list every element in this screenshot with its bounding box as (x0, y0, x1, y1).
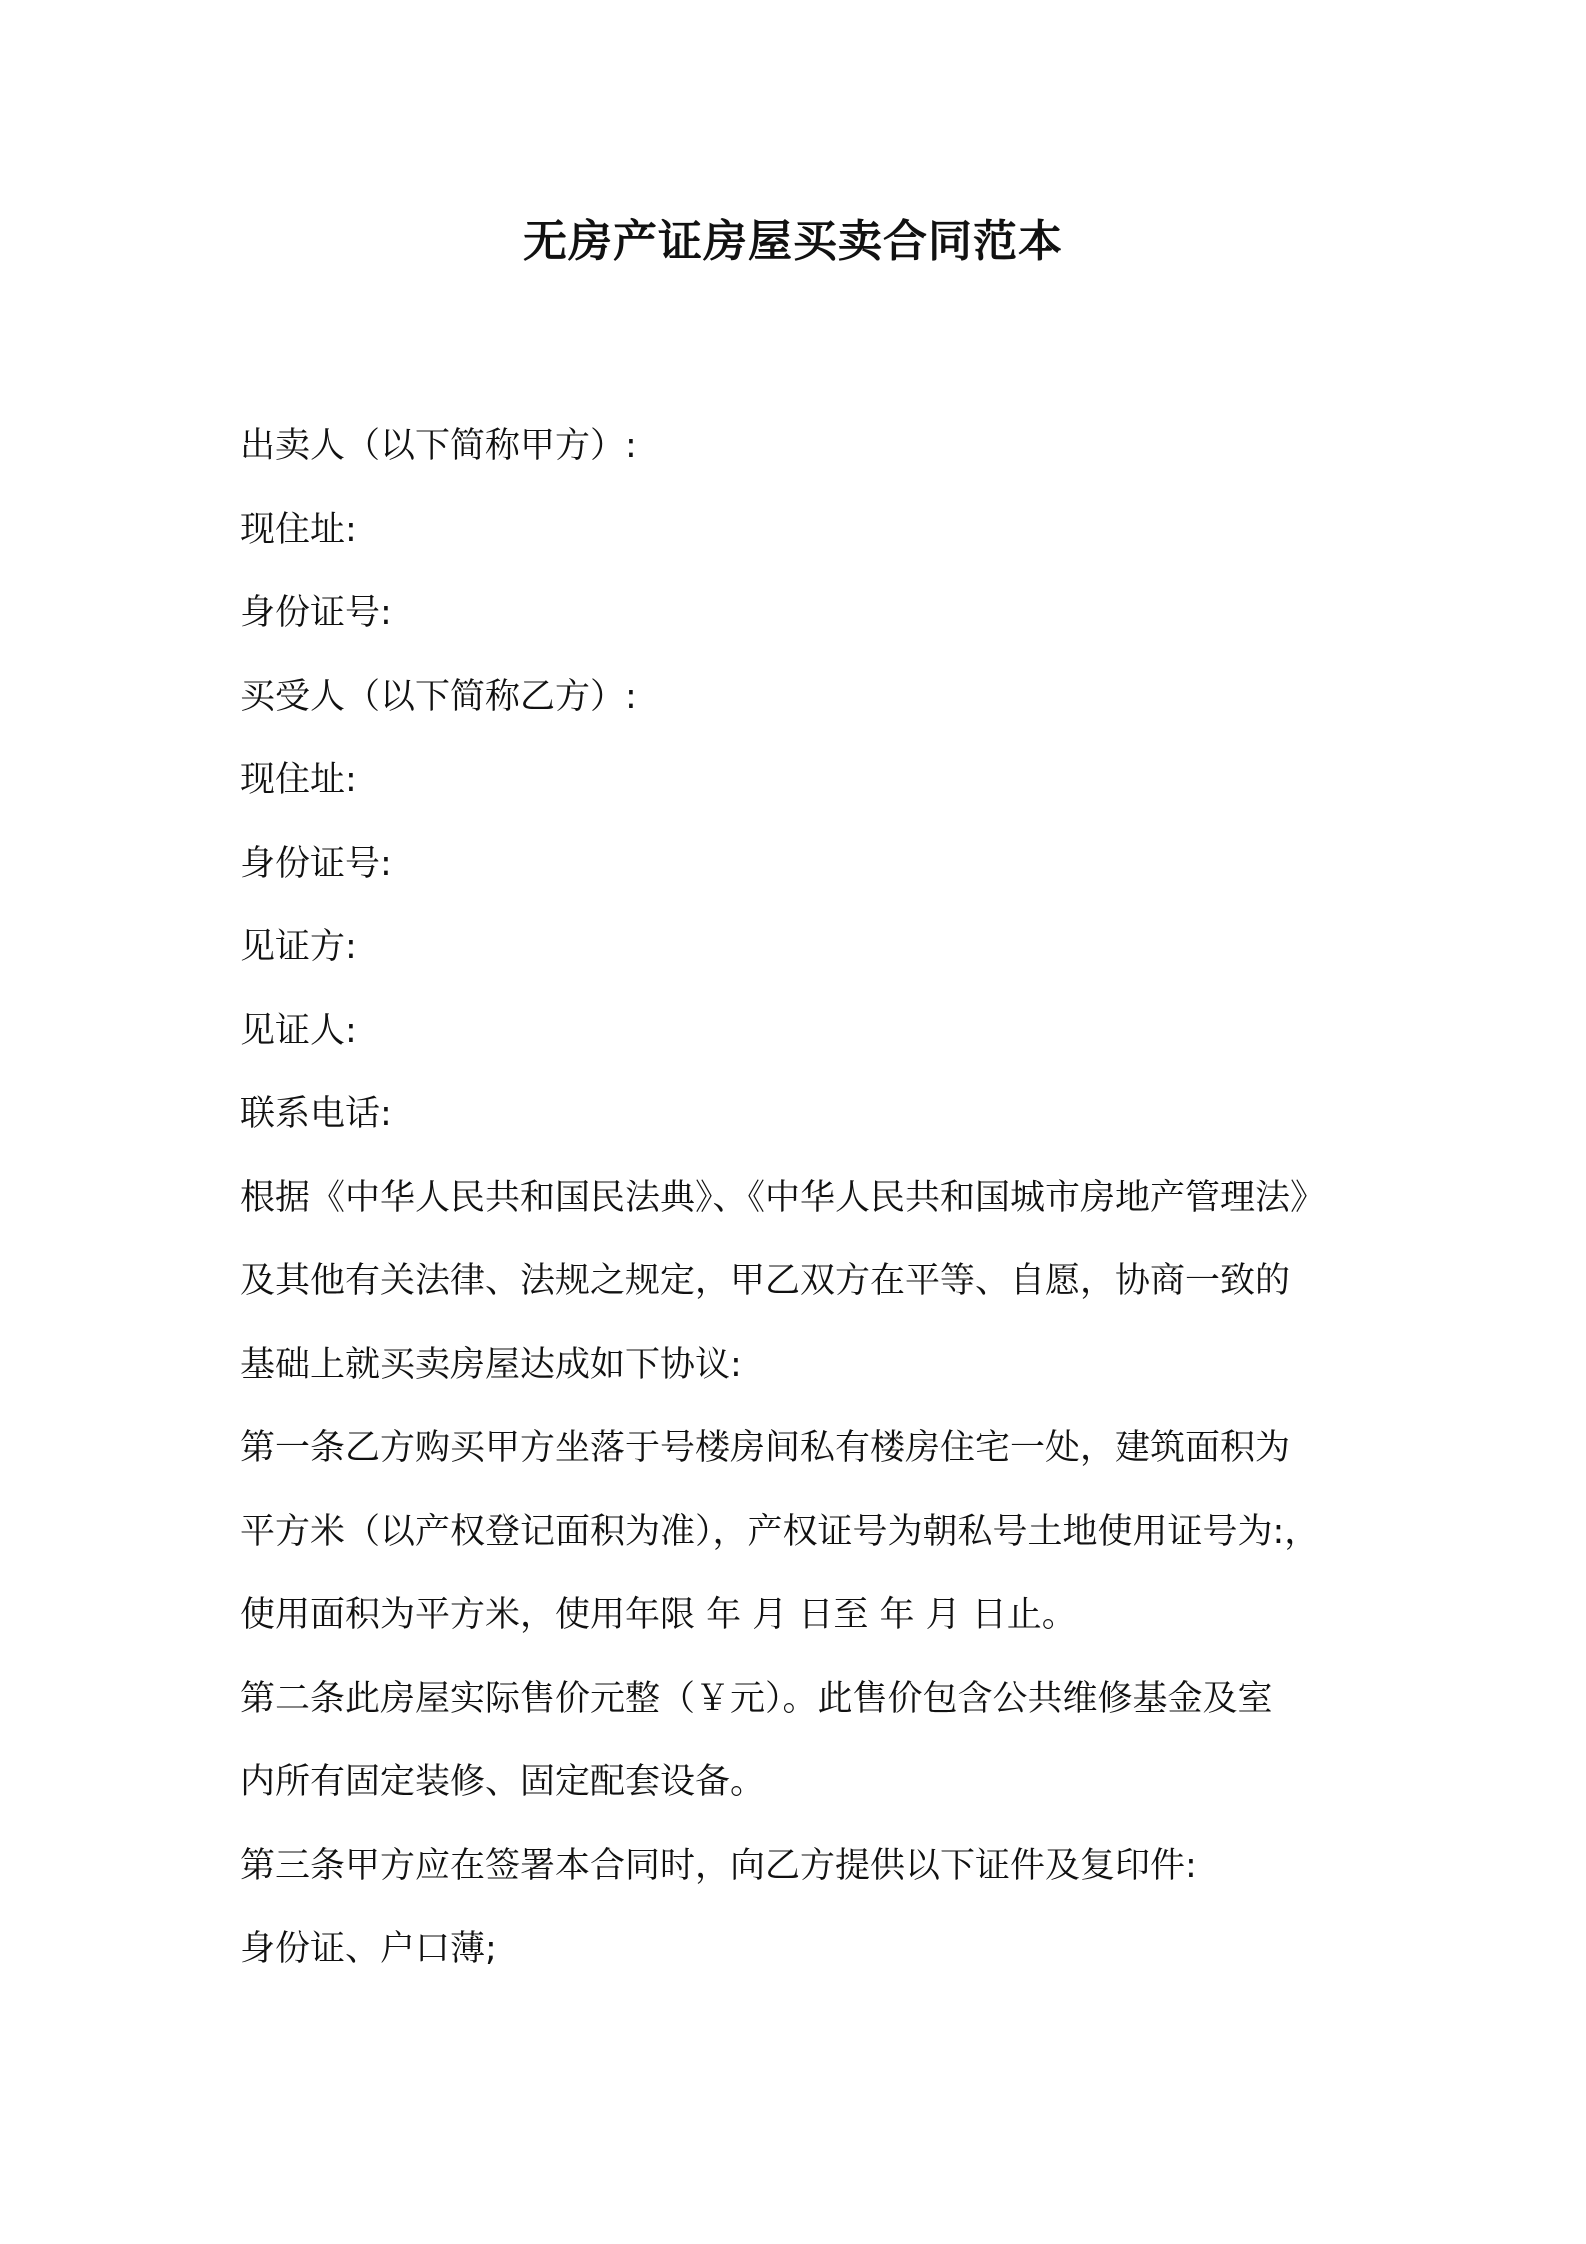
buyer-line: 买受人（以下简称乙方）: (240, 676, 637, 717)
article-3-line-1: 第三条甲方应在签署本合同时，向乙方提供以下证件及复印件: (240, 1845, 1197, 1886)
article-1-line-2: 平方米（以产权登记面积为准），产权证号为朝私号土地使用证号为:， (240, 1511, 1320, 1552)
witness-party-line: 见证方: (240, 927, 357, 967)
buyer-id-line: 身份证号: (240, 843, 392, 884)
buyer-address-line: 现住址: (240, 760, 357, 800)
article-3-line-2: 身份证、户口薄; (240, 1929, 497, 1969)
article-1-line-1: 第一条乙方购买甲方坐落于号楼房间私有楼房住宅一处，建筑面积为 (240, 1428, 1291, 1468)
article-1-line-3: 使用面积为平方米，使用年限 年 月 日至 年 月 日止。 (240, 1595, 1077, 1635)
preamble-line-3: 基础上就买卖房屋达成如下协议: (240, 1344, 742, 1385)
document-title: 无房产证房屋买卖合同范本 (523, 216, 1063, 267)
seller-line: 出卖人（以下简称甲方）: (240, 426, 637, 466)
article-2-line-2: 内所有固定装修、固定配套设备。 (240, 1762, 766, 1802)
article-2-line-1: 第二条此房屋实际售价元整（￥元）。此售价包含公共维修基金及室 (240, 1678, 1273, 1719)
seller-id-line: 身份证号: (240, 593, 392, 633)
preamble-line-2: 及其他有关法律、法规之规定，甲乙双方在平等、自愿，协商一致的 (240, 1261, 1291, 1301)
witness-person-line: 见证人: (240, 1010, 357, 1051)
document-body (240, 405, 1360, 1992)
seller-address-line: 现住址: (240, 509, 357, 550)
contact-phone-line: 联系电话: (240, 1094, 392, 1134)
preamble-line-1: 根据《中华人民共和国民法典》、《中华人民共和国城市房地产管理法》 (240, 1177, 1326, 1218)
